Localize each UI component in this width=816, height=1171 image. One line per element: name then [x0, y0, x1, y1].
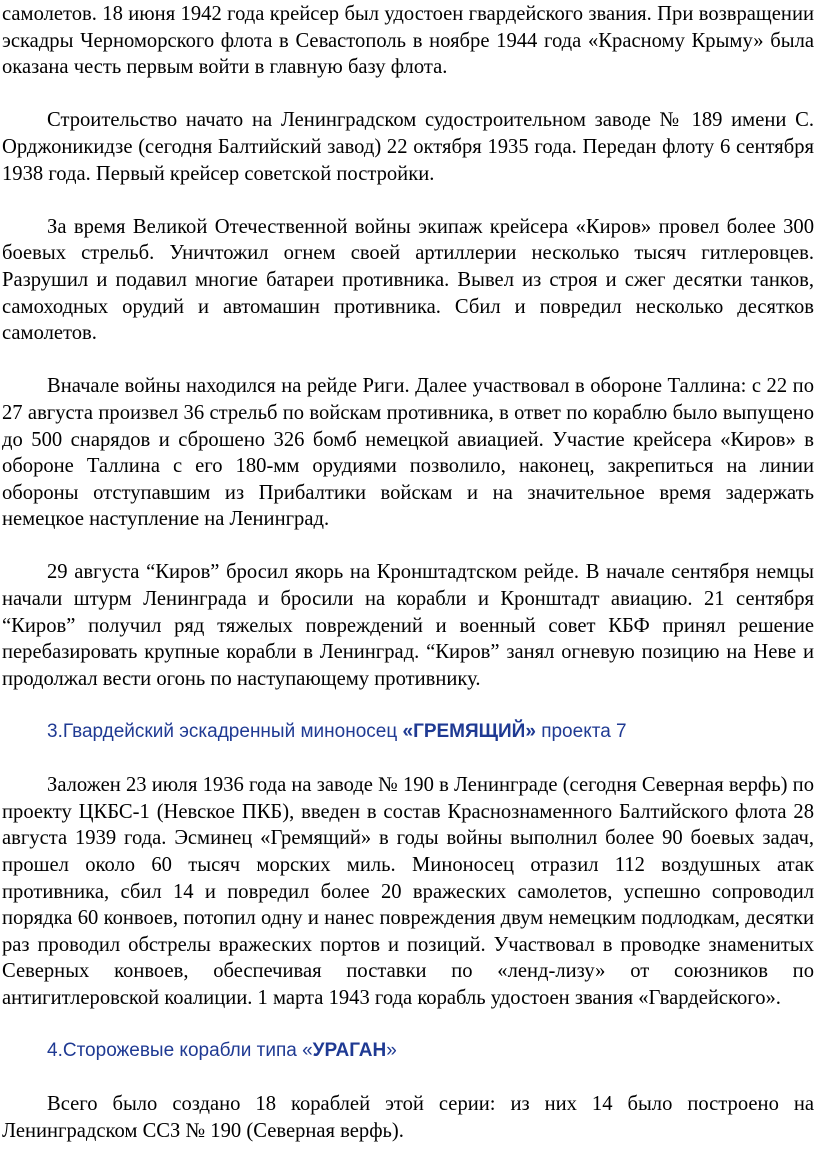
paragraph-uragan-series: Всего было создано 18 кораблей этой серии: из них 14 было построено на Ленинградском ССЗ № 190 (Северная верфь). [2, 1093, 814, 1142]
section-heading-gremyashchiy [2, 719, 814, 746]
heading-prefix: 4.Сторожевые корабли типа « [47, 1040, 313, 1062]
section-heading-uragan [2, 1038, 814, 1065]
heading-ship-name: УРАГАН [312, 1040, 387, 1062]
paragraph-gap [2, 1065, 814, 1092]
paragraph-gap [2, 533, 814, 560]
paragraph-gap [2, 692, 814, 719]
heading-prefix: 3.Гвардейский эскадренный миноносец [47, 721, 403, 743]
paragraph-gap [2, 1012, 814, 1039]
paragraph-kronstadt: 29 августа “Киров” бросил якорь на Кронштадтском рейде. В начале сентября немцы начали штурм Ленинграда и бросили на корабли и Кронштадт авиацию. 21 сентября “Киров” получил ряд тяжелых повреждений и военный совет КБФ принял решение перебазировать крупные корабли в Ленинград. “Киров” занял огневую позицию на Неве и продолжал вести огонь по наступающему противнику. [2, 561, 814, 690]
paragraph-gap [2, 746, 814, 773]
paragraph-kirov-war-record: За время Великой Отечественной войны экипаж крейсера «Киров» провел более 300 боевых стрельб. Уничтожил огнем своей артиллерии несколько тысяч гитлеровцев. Разрушил и подавил многие батареи противника. Вывел из строя и сжег десятки танков, самоходных орудий и автомашин противника. Сбил и повредил несколько десятков самолетов. [2, 215, 814, 345]
paragraph-cruiser-award: самолетов. 18 июня 1942 года крейсер был удостоен гвардейского звания. При возвращении эскадры Черноморского флота в Севастополь в ноябре 1944 года «Красному Крыму» была оказана честь первым войти в главную базу флота. [2, 3, 814, 79]
paragraph-gap [2, 187, 814, 214]
paragraph-gap [2, 81, 814, 108]
heading-suffix: » [386, 1040, 397, 1062]
document-page [2, 0, 814, 1145]
paragraph-kirov-construction: Строительство начато на Ленинградском судостроительном заводе № 189 имени С. Орджоникидзе (сегодня Балтийский завод) 22 октября 1935 года. Передан флоту 6 сентября 1938 года. Первый крейсер советской постройки. [2, 109, 814, 185]
paragraph-tallinn-defense: Вначале войны находился на рейде Риги. Далее участвовал в обороне Таллина: с 22 по 27 августа произвел 36 стрельб по войскам противника, в ответ по кораблю было выпущено до 500 снарядов и сброшено 326 бомб немецкой авиацией. Участие крейсера «Киров» в обороне Таллина с его 180-мм орудиями позволило, наконец, закрепиться на линии обороны отступавшим из Прибалтики войскам и на значительное время задержать немецкое наступление на Ленинград. [2, 375, 814, 531]
heading-ship-name: «ГРЕМЯЩИЙ» [402, 721, 536, 743]
paragraph-gremyashchiy-history: Заложен 23 июля 1936 года на заводе № 190 в Ленинграде (сегодня Северная верфь) по проекту ЦКБС-1 (Невское ПКБ), введен в состав Краснознаменного Балтийского флота 28 августа 1939 года. Эсминец «Гремящий» в годы войны выполнил более 90 боевых задач, прошел около 60 тысяч морских миль. Миноносец отразил 112 воздушных атак противника, сбил 14 и повредил более 20 вражеских самолетов, успешно сопроводил порядка 60 конвоев, потопил одну и нанес повреждения двум немецким подлодкам, десятки раз проводил обстрелы вражеских портов и позиций. Участвовал в проводке знаменитых Северных конвоев, обеспечивая поставки по «ленд-лизу» от союзников по антигитлеровской коалиции. 1 марта 1943 года корабль удостоен звания «Гвардейского». [2, 774, 814, 1009]
paragraph-gap [2, 347, 814, 374]
heading-suffix: проекта 7 [535, 721, 627, 743]
